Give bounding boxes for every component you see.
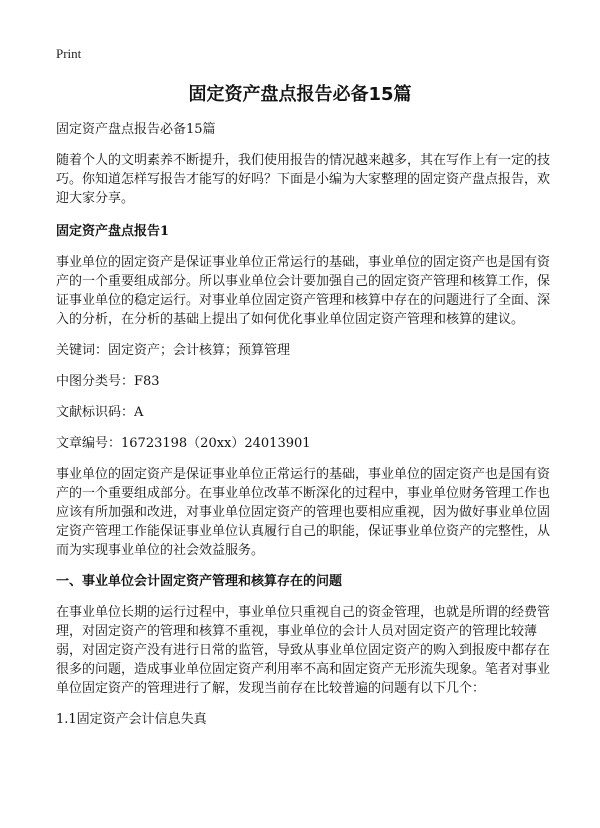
document-subtitle: 固定资产盘点报告必备15篇 [56, 122, 216, 137]
intro-paragraph: 随着个人的文明素养不断提升，我们使用报告的情况越来越多，其在写作上有一定的技巧。你知道怎样写报告才能写的好吗？下面是小编为大家整理的固定资产盘点报告，欢迎大家分享。 [56, 153, 551, 206]
body-paragraph-1: 事业单位的固定资产是保证事业单位正常运行的基础，事业单位的固定资产也是国有资产的一个重要组成部分。所以事业单位会计要加强自己的固定资产管理和核算工作，保证事业单位的稳定运行。对事业单位固定资产管理和核算中存在的问题进行了全面、深入的分析，在分析的基础上提出了如何优化事业单位固定资产管理和核算的建议。 [56, 255, 551, 327]
print-link[interactable]: Print [56, 46, 82, 61]
section-heading-report-1: 固定资产盘点报告1 [56, 224, 170, 239]
classification-line: 中图分类号：F83 [56, 374, 160, 389]
article-number-line: 文章编号：16723198（20xx）24013901 [56, 436, 311, 451]
keywords-line: 关键词：固定资产；会计核算；预算管理 [56, 343, 291, 358]
section-heading-problems: 一、事业单位会计固定资产管理和核算存在的问题 [56, 574, 343, 589]
document-id-line: 文献标识码：A [56, 405, 144, 420]
body-paragraph-2: 事业单位的固定资产是保证事业单位正常运行的基础，事业单位的固定资产也是国有资产的一个重要组成部分。在事业单位改革不断深化的过程中，事业单位财务管理工作也应该有所加强和改进，对事业单位固定资产的管理也要相应重视，因为做好事业单位固定资产管理工作能保证事业单位认真履行自己的职能，保证事业单位资产的完整性，从而为实现事业单位的社会效益服务。 [56, 467, 551, 558]
subsection-heading: 1.1固定资产会计信息失真 [56, 712, 207, 727]
document-body [56, 120, 552, 741]
body-paragraph-3: 在事业单位长期的运行过程中，事业单位只重视自己的资金管理，也就是所谓的经费管理，对固定资产的管理和核算不重视，事业单位的会计人员对固定资产的管理比较薄弱，对固定资产没有进行日常的监管，导致从事业单位固定资产的购入到报废中都存在很多的问题，造成事业单位固定资产利用率不高和固定资产无形流失现象。笔者对事业单位固定资产的管理进行了解，发现当前存在比较普遍的问题有以下几个： [56, 605, 551, 696]
document-title: 固定资产盘点报告必备15篇 [188, 84, 412, 105]
